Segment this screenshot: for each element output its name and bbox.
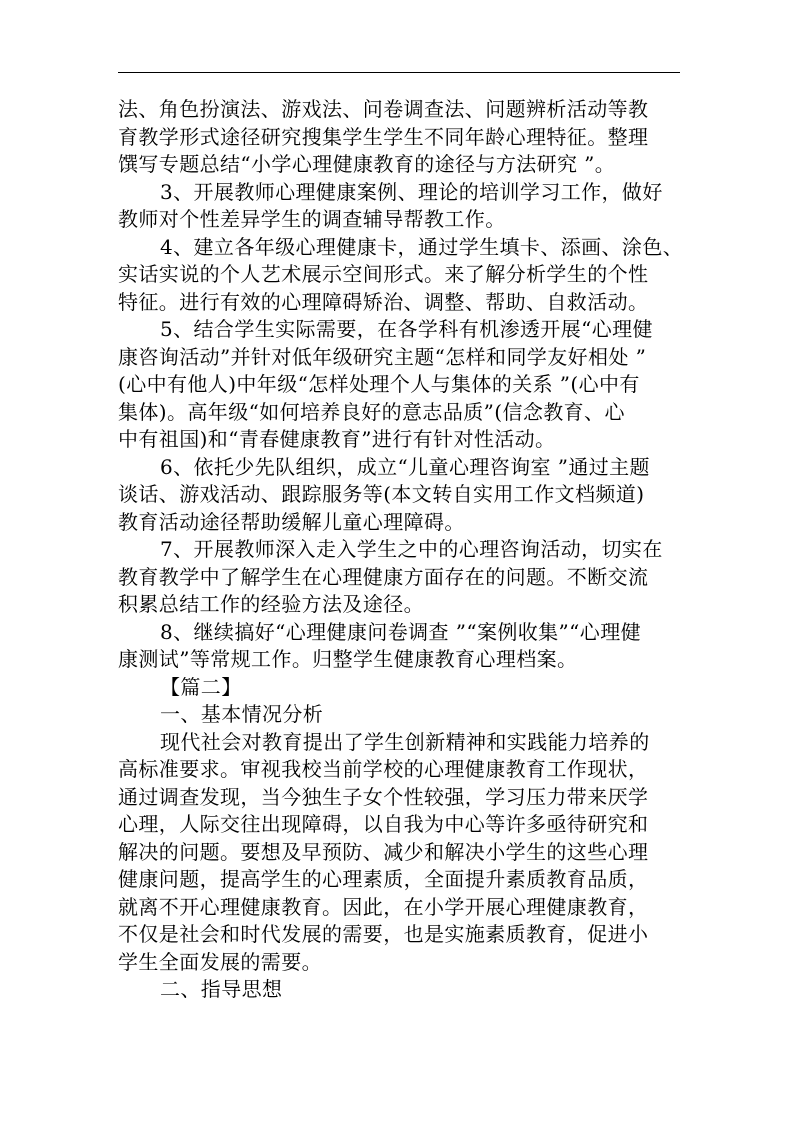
text-line: 健康问题，提高学生的心理素质，全面提升素质教育品质，	[118, 867, 649, 891]
text-line: 法、角色扮演法、游戏法、问卷调查法、问题辨析活动等教	[118, 97, 649, 121]
text-line: 7、开展教师深入走入学生之中的心理咨询活动，切实在	[160, 537, 663, 561]
text-line: 教师对个性差异学生的调查辅导帮教工作。	[118, 207, 506, 231]
text-line: 通过调查发现，当今独生子女个性较强，学习压力带来厌学	[118, 784, 649, 809]
text-line: 高标准要求。审视我校当前学校的心理健康教育工作现状，	[118, 757, 649, 781]
text-line: 就离不开心理健康教育。因此，在小学开展心理健康教育，	[118, 894, 649, 919]
text-line: 康测试”等常规工作。归整学生健康教育心理档案。	[118, 647, 578, 671]
document-body	[118, 96, 684, 1004]
header-rule	[118, 72, 680, 73]
text-line: 5、结合学生实际需要，在各学科有机渗透开展“心理健	[160, 317, 653, 341]
text-line: 特征。进行有效的心理障碍矫治、调整、帮助、自救活动。	[118, 289, 649, 314]
text-line: 学生全面发展的需要。	[118, 949, 322, 974]
text-line: 4、建立各年级心理健康卡，通过学生填卡、添画、涂色、	[160, 234, 684, 259]
text-line: 一、基本情况分析	[160, 702, 324, 726]
text-line: 【篇二】	[160, 674, 242, 699]
text-line: 教育教学中了解学生在心理健康方面存在的问题。不断交流	[118, 564, 649, 589]
text-line: 实话实说的个人艺术展示空间形式。来了解分析学生的个性	[118, 262, 649, 286]
text-line: 心理，人际交往出现障碍，以自我为中心等许多亟待研究和	[118, 812, 649, 836]
text-line: 教育活动途径帮助缓解儿童心理障碍。	[118, 509, 465, 534]
text-line: 现代社会对教育提出了学生创新精神和实践能力培养的	[160, 729, 650, 754]
text-line: 中有祖国)和“青春健康教育”进行有针对性活动。	[118, 427, 556, 451]
text-line: 解决的问题。要想及早预防、减少和解决小学生的这些心理	[118, 839, 649, 864]
text-line: 谈话、游戏活动、跟踪服务等(本文转自实用工作文档频道)	[118, 482, 645, 506]
text-line: 6、依托少先队组织，成立“儿童心理咨询室 ”通过主题	[160, 454, 650, 479]
text-line: 积累总结工作的经验方法及途径。	[118, 592, 424, 616]
text-line: 二、指导思想	[160, 977, 283, 1001]
text-line: 康咨询活动”并针对低年级研究主题“怎样和同学友好相处 ”	[118, 344, 647, 369]
text-line: 8、继续搞好“心理健康问卷调查 ”“案例收集”“心理健	[160, 619, 642, 644]
text-line: 3、开展教师心理健康案例、理论的培训学习工作，做好	[160, 179, 663, 204]
text-line: (心中有他人)中年级“怎样处理个人与集体的关系 ”(心中有	[118, 372, 640, 396]
text-line: 集体)。高年级“如何培养良好的意志品质”(信念教育、心	[118, 399, 625, 424]
text-line: 不仅是社会和时代发展的需要，也是实施素质教育，促进小	[118, 922, 649, 946]
text-line: 馔写专题总结“小学心理健康教育的途径与方法研究 ”。	[118, 152, 616, 176]
text-line: 育教学形式途径研究搜集学生学生不同年龄心理特征。整理	[118, 124, 649, 149]
